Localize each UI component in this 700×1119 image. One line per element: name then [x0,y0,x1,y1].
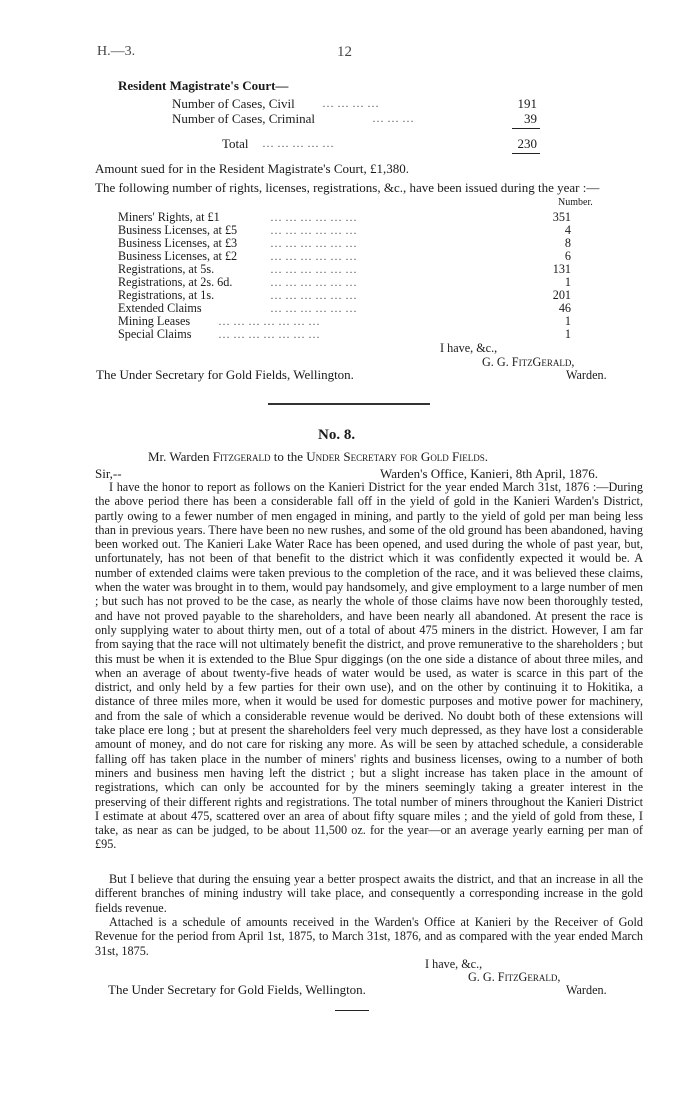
signatory-name: G. G. FitzGerald, [482,355,575,369]
dot-leader: … … … … … … [270,262,357,276]
rights-label: Special Claims [118,327,192,341]
letter-paragraph: I have the honor to report as follows on the Kanieri District for the year ended March 31st, 1876 :—During the above period there has been a considerable fall off in the yield of gold in the Kanieri Warden's District, partly owing to a fewer number of men engaged in mining, and partly to the yield of gold per man being less than in previous years. There have been no new rushes, and some of the old ground has been abandoned, having been worked out. The Kanieri Lake Water Race has been opened, and used during the whole of past year, but, unfortunately, has not been of that benefit to the district which it was confidently expected it would be. A number of extended claims were taken previous to the completion of the race, and it was believed these claims, when the water was brought in to them, would pay handsomely, and give employment to a large number of men ; but such has not proved to be the case, as nearly the whole of those claims have now been thoroughly tested, and have not proved payable to the shareholders, and have been nearly all abandoned. At present the race is only supplying water to about thirty men, out of a total of about 475 miners in the district. However, I am far from saying that the race will not ultimately benefit the district, and prove remunerative to the shareholders ; but this must be when it is extended to the Blue Spur diggings (on the one side a distance of about three miles, and when an average of about twenty-five heads of water would be used, as water is scarce in this part of the district, and only held by a few parties for their own use), and on the other by continuing it to Hokitika, a distance of three miles more, when it would be used for domestic purposes and motive power for machinery, and from the sale of which a considerable revenue would be derived. No doubt both of these extensions will take place ere long ; but at present the shareholders feel very much depressed, as they have lost a considerable amount of money, and do not care for risking any more. As will be seen by attached schedule, a considerable falling off has taken place in the number of miners' rights and business licenses, owing to a number of both miners and business men having left the district ; but a slight increase has taken place in the amount of registrations, which can only be accounted for by the miners seemingly taking a greater interest in the preserving of their different rights and registrations. The total number of miners throughout the Kanieri District I estimate at about 475, scattered over an area of about fifty square miles ; and the yield of gold from these, I take, as near as can be judged, to be about 11,500 oz. for the year—or an average yearly earning per man of £95. [95,480,643,852]
dot-leader: … … … … … … [270,210,357,224]
dot-leader: … … … … … [262,136,334,150]
total-rule [512,153,540,154]
rights-value: 4 [564,223,571,237]
rights-label: Registrations, at 1s. [118,288,215,302]
rights-label: Registrations, at 5s. [118,262,215,276]
section-divider [268,403,430,405]
dot-leader: … … … … … … … [218,314,320,328]
page-header-ref: H.—3. [97,44,136,59]
dot-leader: … … … … [322,96,379,110]
heading-from: Fitzgerald [212,449,271,464]
rights-value: 351 [552,210,571,224]
rights-intro: The following number of rights, licenses, registrations, &c., have been issued during the year :— [95,180,600,195]
rights-label: Business Licenses, at £5 [118,223,238,237]
rights-label: Extended Claims [118,301,202,315]
rights-value: 46 [558,301,571,315]
court-total-label: Total [222,136,249,151]
letter-paragraph: Attached is a schedule of amounts received in the Warden's Office at Kanieri by the Receiver of Gold Revenue for the period from April 1st, 1875, to March 31st, 1876, and as compared with the year ended March 31st, 1875. [95,915,643,958]
heading-prefix: Mr. Warden [148,449,210,464]
salutation: Sir,-- [95,466,122,481]
dot-leader: … … … … … … [270,236,357,250]
dot-leader: … … … … … … … [218,327,320,341]
letter-heading [148,449,488,465]
letter-paragraph: But I believe that during the ensuing year a better prospect awaits the district, and that an increase in all the different branches of mining industry will take place, and consequently a corresponding increase in the gold fields revenue. [95,872,643,915]
dot-leader: … … … … … … [270,301,357,315]
letter-number: No. 8. [318,427,356,443]
sum-rule [512,128,540,129]
rights-column-header: Number. [558,197,593,208]
signatory-title: Warden. [566,983,607,997]
court-heading: Resident Magistrate's Court— [118,78,289,93]
dot-leader: … … … … … … [270,223,357,237]
court-row-label: Number of Cases, Criminal [172,111,315,126]
signatory-title: Warden. [566,368,607,382]
rights-label: Business Licenses, at £2 [118,249,238,263]
rights-label: Mining Leases [118,314,191,328]
signatory-name: G. G. FitzGerald, [468,970,561,984]
dot-leader: … … … … … … [270,249,357,263]
court-total-value: 230 [517,136,537,151]
rights-label: Miners' Rights, at £1 [118,210,220,224]
rights-value: 1 [564,275,571,289]
court-row-value: 191 [517,96,537,111]
rights-value: 8 [564,236,571,250]
addressee: The Under Secretary for Gold Fields, Wellington. [108,982,366,997]
rights-value: 1 [564,327,571,341]
court-row-label: Number of Cases, Civil [172,96,295,111]
dot-leader: … … … [372,111,414,125]
rights-value: 6 [564,249,571,263]
heading-to: Under Secretary for Gold Fields. [306,449,489,464]
dot-leader: … … … … … … [270,275,357,289]
rights-label: Business Licenses, at £3 [118,236,238,250]
end-rule [335,1010,369,1011]
page-number: 12 [337,44,352,60]
rights-value: 131 [552,262,571,276]
rights-value: 1 [564,314,571,328]
amount-sued: Amount sued for in the Resident Magistrate's Court, £1,380. [95,161,409,176]
closing: I have, &c., [425,957,483,971]
dot-leader: … … … … … … [270,288,357,302]
heading-mid: to the [273,449,304,464]
location-date: Warden's Office, Kanieri, 8th April, 1876. [380,466,599,481]
rights-label: Registrations, at 2s. 6d. [118,275,233,289]
court-row-value: 39 [524,111,537,126]
addressee: The Under Secretary for Gold Fields, Wellington. [96,367,354,382]
closing: I have, &c., [440,341,498,355]
rights-value: 201 [552,288,571,302]
